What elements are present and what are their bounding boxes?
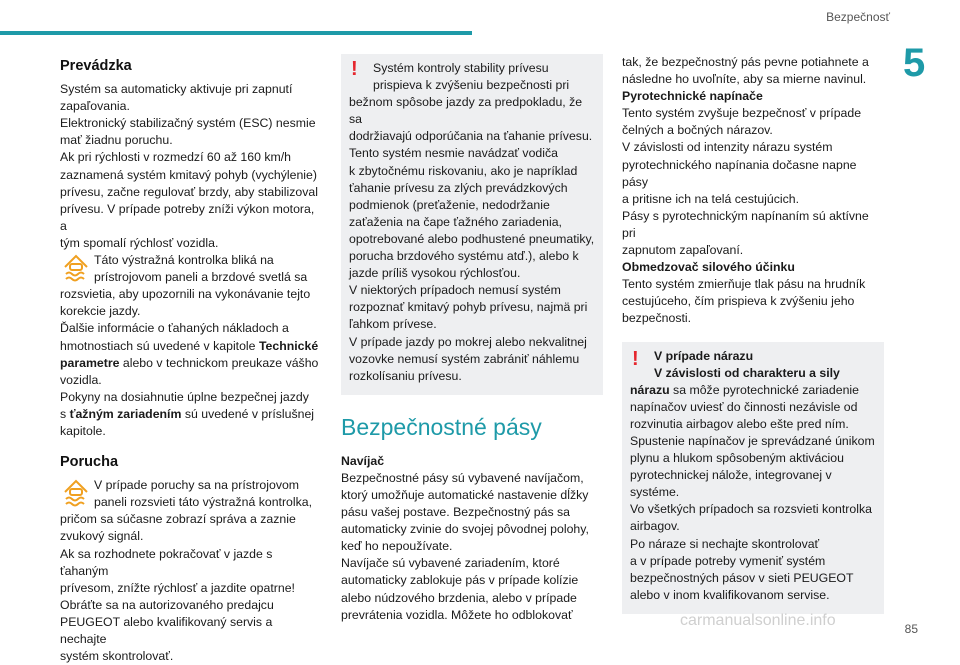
- bold-tazne-zariadenie: ťažným zariadením: [69, 406, 182, 421]
- box-text-body: bežnom spôsobe jazdy za predpokladu, že sa dodržiavajú odporúčania na ťahanie prívesu. Tento systém nesmie navádzať vodiča k zbytočnému riskovaniu, ako je napríklad ťahanie prívesu za zlých prevádzkových podmienok (preťaženie, nedodržanie zaťaženia na čape ťažného zariadenia, opotrebované alebo podhustené pneumatiky, porucha brzdového systému atď.), alebo k jazde príliš vysokou rýchlosťou. V niektorých prípadoch nemusí systém rozpoznať kmitavý pohyb prívesu, najmä pri ľahkom prívese. V prípade jazdy po mokrej alebo nekvalitnej vozovke nemusí systém zabrániť náhlemu rozkolísaniu prívesu.: [349, 95, 595, 383]
- heading-bezpecnostne-pasy: Bezpečnostné pásy: [341, 413, 542, 440]
- paragraph-pyrotechnicke: Tento systém zvyšuje bezpečnosť v prípade čelných a bočných nárazov. V závislosti od intenzity nárazu systém pyrotechnického napínania dočasne napne pásy a pritisne ich na telá cestujúcich. Pásy s pyrotechnickým napínaním sú aktívne pri zapnutom zapaľovaní.: [622, 106, 869, 258]
- warning-text-tail: [60, 286, 322, 440]
- warning-box-stability: [341, 54, 603, 395]
- heading-porucha: Porucha: [60, 454, 119, 471]
- watermark: carmanualsonline.info: [680, 612, 836, 629]
- column-2: [341, 54, 603, 624]
- subheading-navijac: Navíjač: [341, 453, 385, 468]
- heading-prevadzka: Prevádzka: [60, 58, 132, 74]
- paragraph-continued: tak, že bezpečnostný pás pevne potiahnete a následne ho uvoľníte, aby sa mierne navinul.: [622, 55, 869, 87]
- paragraph-prevadzka: Systém sa automaticky aktivuje pri zapnutí zapaľovania. Elektronický stabilizačný systém (ESC) nesmie mať žiadnu poruchu. Ak pri rýchlosti v rozmedzí 60 až 160 km/h zaznamená systém kmitavý pohyb (vychýlenie) prívesu, začne regulovať brzdy, aby stabilizoval prívesu. V prípade potreby zníži výkon motora, a tým spomalí rýchlosť vozidla.: [60, 82, 318, 250]
- subheading-obmedzovac: Obmedzovač silového účinku: [622, 260, 795, 275]
- esc-skid-warning-icon: [62, 479, 90, 505]
- box-naraz-head: V prípade nárazu V závislosti od charakteru a sily: [654, 348, 840, 380]
- box-naraz-body: [630, 382, 876, 604]
- section-title: Bezpečnosť: [826, 10, 890, 24]
- paragraph-navijac: Bezpečnostné pásy sú vybavené navíjačom, ktorý umožňuje automatické nastavenie dĺžky pásu vašej postave. Bezpečnostný pás sa automaticky zvinie do svojej pôvodnej polohy, keď ho nepoužívate. Navíjače sú vybavené zariadením, ktoré automaticky zablokuje pás v prípade kolízie alebo núdzového brzdenia, alebo v prípade prevrátenia vozidla. Môžete ho odblokovať: [341, 470, 589, 622]
- exclamation-icon: !: [632, 347, 639, 370]
- paragraph-obmedzovac: Tento systém zmierňuje tlak pásu na hrudník cestujúceho, čím prispieva k zvýšeniu jeho bezpečnosti.: [622, 277, 866, 326]
- page-number: 85: [904, 622, 918, 636]
- warning-box-naraz: [622, 342, 884, 614]
- column-3: [622, 54, 884, 614]
- exclamation-icon: !: [351, 58, 358, 80]
- box-text-head: Systém kontroly stability prívesu prispieva k zvýšeniu bezpečnosti pri: [373, 61, 570, 93]
- fault-text-head: V prípade poruchy sa na prístrojovom paneli rozsvieti táto výstražná kontrolka,: [94, 478, 313, 510]
- subheading-pyrotechnicke: Pyrotechnické napínače: [622, 89, 763, 104]
- column-1: [60, 54, 322, 665]
- bold-technicke-parametre: Technické parametre: [60, 338, 319, 370]
- warning-text-head: Táto výstražná kontrolka bliká na prístrojovom paneli a brzdové svetlá sa: [94, 253, 308, 285]
- fault-text-tail: pričom sa súčasne zobrazí správa a zaznie zvukový signál. Ak sa rozhodnete pokračovať v jazde s ťahaným prívesom, znížte rýchlosť a jazdite opatrne! Obráťte sa na autorizovaného predajcu PEUGEOT alebo kvalifikovaný servis a nechajte systém skontrolovať.: [60, 512, 296, 664]
- top-accent-bar: [0, 31, 472, 35]
- text-span: sú uvedené v príslušnej kapitole.: [60, 406, 315, 438]
- text-span: rozsvietia, aby upozornili na vykonávanie tejto korekcie jazdy. Ďalšie informácie o ťahaných nákladoch a hmotnostiach sú uvedené v kapitole: [60, 287, 311, 353]
- text-span: sa môže pyrotechnické zariadenie napínačov uviesť do činnosti nezávisle od rozvinutia airbagov alebo ešte pred ním. Spustenie napínačov je sprevádzané únikom plynu a hlukom spôsobeným aktiváciou pyrotechnickej nálože, integrovanej v systéme. Vo všetkých prípadoch sa rozsvieti kontrolka airbagov. Po náraze si nechajte skontrolovať a v prípade potreby vymeniť systém bezpečnostných pásov v sieti PEUGEOT alebo v inom kvalifikovanom servise.: [630, 382, 875, 602]
- warning-block-esc: [60, 252, 322, 286]
- bold-narazu: nárazu: [630, 382, 670, 397]
- esc-skid-warning-icon: [62, 254, 90, 280]
- text-span: alebo v technickom preukaze vášho vozidla. Pokyny na dosiahnutie úplne bezpečnej jazdy s: [60, 355, 319, 421]
- warning-block-fault: [60, 477, 322, 511]
- chapter-number: 5: [903, 41, 926, 85]
